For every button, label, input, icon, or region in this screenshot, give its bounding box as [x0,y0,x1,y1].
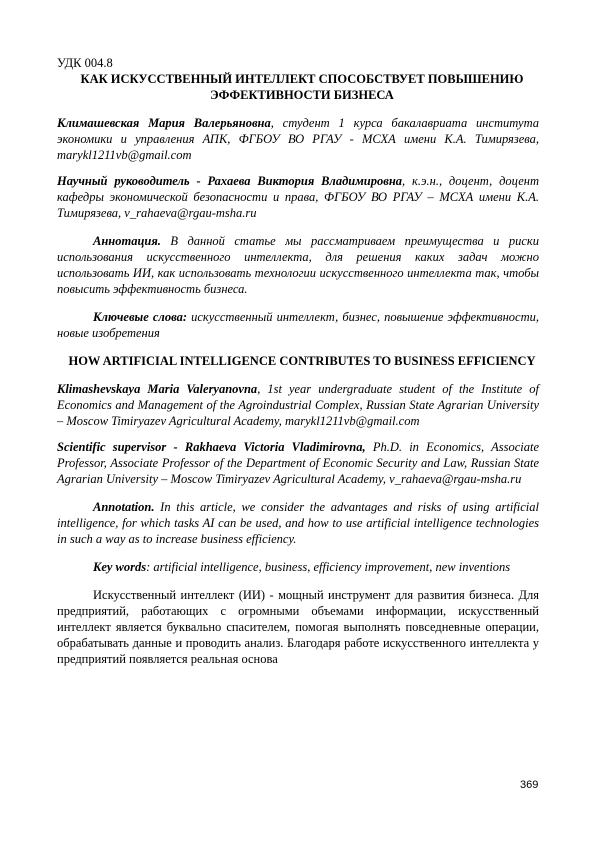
abstract-label-en: Annotation. [93,500,155,514]
author-details-en: , 1st year undergraduate student of the Institute of Economics and Management of the Agroindustrial Complex, Russian State Agrarian University – Moscow Timiryazev Agricultural Academy, marykl1211vb@gmail.com [57,382,539,428]
supervisor-name-ru: Научный руководитель - Рахаева Виктория Владимировна [57,174,403,188]
spacer [57,369,539,381]
spacer [57,103,539,115]
keywords-text-ru: искусственный интеллект, бизнес, повышение эффективности, новые изобретения [57,310,539,340]
supervisor-details-ru: , к.э.н., доцент, доцент кафедры экономической безопасности и права, ФГБОУ ВО РГАУ – МСХА имени К.А. Тимирязева, v_rahaeva@rgau-msha.ru [57,174,539,220]
supervisor-info-ru [57,173,539,221]
spacer [57,547,539,559]
article-page [57,56,539,667]
udc-code: УДК 004.8 [57,56,113,70]
abstract-ru [57,233,539,297]
spacer [57,297,539,309]
abstract-text-en: In this article, we consider the advantages and risks of using artificial intelligence, for which tasks AI can be used, and how to use artificial intelligence technologies in such a way as to increase business efficiency. [57,500,539,546]
author-name-ru: Климашевская Мария Валерьяновна [57,116,271,130]
article-title-en: HOW ARTIFICIAL INTELLIGENCE CONTRIBUTES TO BUSINESS EFFICIENCY [68,354,536,368]
spacer [57,163,539,173]
keywords-text-en: : artificial intelligence, business, efficiency improvement, new inventions [146,560,511,574]
spacer [57,341,539,353]
spacer [57,575,539,587]
keywords-en [57,559,539,575]
spacer [57,221,539,233]
author-details-ru: , студент 1 курса бакалавриата института экономики и управления АПК, ФГБОУ ВО РГАУ - МСХА имени К.А. Тимирязева, marykl1211vb@gmail.com [57,116,540,162]
supervisor-name-en: Scientific supervisor - Rakhaeva Victoria Vladimirovna, [57,440,366,454]
abstract-en [57,499,539,547]
supervisor-info-en [57,439,539,487]
keywords-label-ru: Ключевые слова: [93,310,187,324]
supervisor-details-en: Ph.D. in Economics, Associate Professor, Associate Professor of the Department of Economic Security and Law, Russian State Agrarian University – Moscow Timiryazev Agricultural Academy, v_rahaeva@rgau-msha.ru [57,440,539,486]
keywords-label-en: Key words [93,560,147,574]
author-name-en: Klimashevskaya Maria Valeryanovna [57,382,258,396]
author-info-en [57,381,539,429]
keywords-ru [57,309,539,341]
page-number: 369 [520,779,539,791]
article-title-ru: КАК ИСКУССТВЕННЫЙ ИНТЕЛЛЕКТ СПОСОБСТВУЕТ ПОВЫШЕНИЮ ЭФФЕКТИВНОСТИ БИЗНЕСА [80,72,524,102]
spacer [57,487,539,499]
abstract-text-ru: В данной статье мы рассматриваем преимущества и риски использования искусственного интеллекта, для решения каких задач можно использовать ИИ, как использовать технологии искусственного интеллекта так, чтобы повысить эффективность бизнеса. [57,234,539,296]
body-paragraph: Искусственный интеллект (ИИ) - мощный инструмент для развития бизнеса. Для предприятий, работающих с огромными объемами информации, искусственный интеллект является буквально спасителем, помогая выполнять повседневные операции, обрабатывать данные и проводить анализ. Благодаря работе искусственного интеллекта у предприятий появляется реальная основа [57,588,539,666]
author-info-ru [57,115,539,163]
abstract-label-ru: Аннотация. [93,234,161,248]
spacer [57,429,539,439]
